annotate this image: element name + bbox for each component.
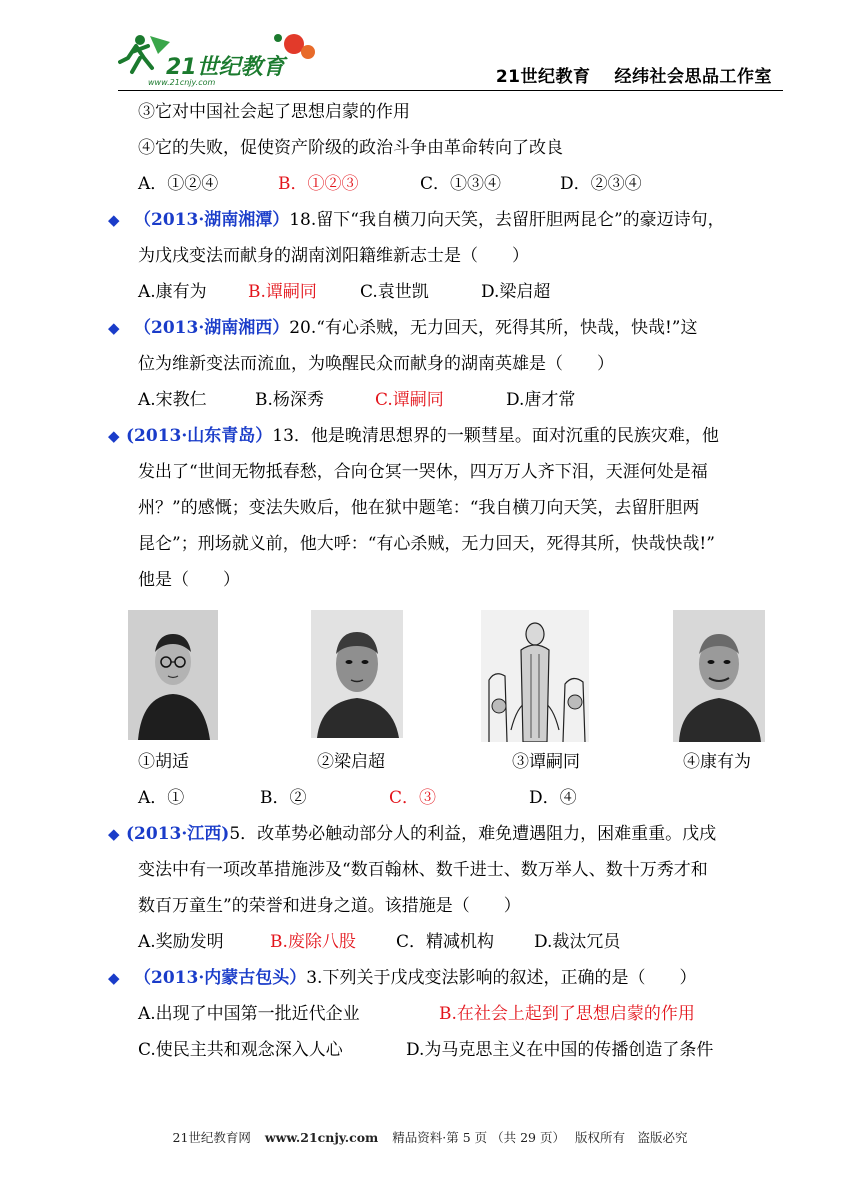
question-18-line2: 为戊戌变法而献身的湖南浏阳籍维新志士是（ ） [138, 246, 529, 266]
option-d: D.裁汰冗员 [534, 932, 621, 952]
diamond-bullet-icon: ◆ [108, 427, 120, 445]
option-d: D．②③④ [560, 174, 642, 194]
option-d: D.梁启超 [481, 282, 551, 302]
question-20-line2: 位为维新变法而流血，为唤醒民众而献身的湖南英雄是（ ） [138, 354, 614, 374]
option-a: A.康有为 [138, 282, 207, 302]
statement-3: ③它对中国社会起了思想启蒙的作用 [138, 102, 410, 122]
q3-options-row2 [108, 1032, 788, 1068]
question-5 [108, 816, 788, 852]
footer-site: www.21cnjy.com [264, 1130, 379, 1145]
logo-text: 21世纪教育 [166, 55, 285, 80]
caption-4: ④康有为 [683, 752, 751, 772]
option-a: A.奖励发明 [138, 932, 224, 952]
question-source: （2013·内蒙古包头） [134, 968, 307, 988]
q18-options [108, 274, 788, 310]
caption-2: ②梁启超 [317, 752, 385, 772]
header-divider [118, 90, 783, 91]
option-d: D.为马克思主义在中国的传播创造了条件 [406, 1040, 714, 1060]
caption-3: ③谭嗣同 [512, 752, 580, 772]
question-13-line5: 他是（ ） [138, 570, 240, 590]
diamond-bullet-icon: ◆ [108, 825, 120, 843]
option-a: A.出现了中国第一批近代企业 [138, 1004, 360, 1024]
q20-options [108, 382, 788, 418]
footer-left: 21世纪教育网 [172, 1130, 251, 1145]
question-13-line3: 州？”的感慨；变法失败后，他在狱中题笔：“我自横刀向天笑，去留肝胆两 [138, 498, 700, 518]
portrait-captions [108, 744, 788, 780]
footer-copyright: 版权所有 盗版必究 [574, 1130, 688, 1145]
question-20 [108, 310, 788, 346]
question-5-line2: 变法中有一项改革措施涉及“数百翰林、数千进士、数万举人、数十万秀才和 [138, 860, 708, 880]
question-source: (2013·山东青岛） [126, 426, 273, 446]
statement-4: ④它的失败，促使资产阶级的政治斗争由革命转向了改良 [138, 138, 563, 158]
option-a: A．①②④ [138, 174, 219, 194]
portrait-liang-qichao [311, 610, 403, 738]
option-c-answer: C．③ [389, 788, 437, 808]
caption-1: ①胡适 [138, 752, 189, 772]
option-b-answer: B．①②③ [278, 174, 359, 194]
question-source: （2013·湖南湘潭） [134, 210, 290, 230]
21cnjy-logo [118, 28, 318, 88]
diamond-bullet-icon: ◆ [108, 211, 120, 229]
header-left-title: 21世纪教育 [495, 67, 591, 87]
logo-url: www.21cnjy.com [148, 78, 216, 87]
option-c: C．精减机构 [396, 932, 495, 952]
header-right-title: 经纬社会思品工作室 [614, 67, 772, 87]
question-13-line4: 昆仑”；刑场就义前，他大呼：“有心杀贼，无力回天，死得其所，快哉快哉!” [138, 534, 715, 554]
q3-options-row1 [108, 996, 788, 1032]
question-13 [108, 418, 788, 454]
option-a: A.宋教仁 [138, 390, 207, 410]
option-b-answer: B.在社会上起到了思想启蒙的作用 [439, 1004, 695, 1024]
prev-options [108, 166, 788, 202]
page-header [118, 28, 780, 92]
option-b-answer: B.谭嗣同 [248, 282, 317, 302]
option-c: C.使民主共和观念深入人心 [138, 1040, 343, 1060]
option-d: D．④ [529, 788, 577, 808]
portrait-row [108, 604, 788, 744]
option-d: D.唐才常 [506, 390, 576, 410]
q5-options [108, 924, 788, 960]
diamond-bullet-icon: ◆ [108, 319, 120, 337]
question-5-line3: 数百万童生”的荣誉和进身之道。该措施是（ ） [138, 896, 521, 916]
header-title [496, 62, 772, 87]
q13-options [108, 780, 788, 816]
question-text: 3.下列关于戊戌变法影响的叙述，正确的是（ ） [306, 968, 697, 988]
portrait-tan-sitong [481, 610, 589, 742]
question-source: （2013·湖南湘西） [134, 318, 290, 338]
question-text: 18.留下“我自横刀向天笑，去留肝胆两昆仑”的豪迈诗句， [289, 210, 725, 230]
option-a: A．① [138, 788, 185, 808]
option-c: C．①③④ [420, 174, 502, 194]
question-text: 20.“有心杀贼，无力回天，死得其所，快哉，快哉!”这 [289, 318, 698, 338]
question-source: (2013·江西) [126, 824, 230, 844]
diamond-bullet-icon: ◆ [108, 969, 120, 987]
document-body [108, 94, 788, 1068]
question-3 [108, 960, 788, 996]
option-c-answer: C.谭嗣同 [375, 390, 444, 410]
portrait-hu-shi [128, 610, 218, 740]
footer-page-info: 精品资料·第 5 页 （共 29 页） [392, 1130, 565, 1145]
question-13-line2: 发出了“世间无物抵春愁，合向仓冥一哭休，四万万人齐下泪，天涯何处是福 [138, 462, 708, 482]
option-b: B．② [260, 788, 307, 808]
portrait-kang-youwei [673, 610, 765, 742]
question-18 [108, 202, 788, 238]
option-b: B.杨深秀 [255, 390, 324, 410]
question-text: 5．改革势必触动部分人的利益，难免遭遇阻力，困难重重。戊戌 [229, 824, 717, 844]
option-b-answer: B.废除八股 [270, 932, 356, 952]
option-c: C.袁世凯 [360, 282, 429, 302]
question-text: 13．他是晚清思想界的一颗彗星。面对沉重的民族灾难，他 [272, 426, 719, 446]
page-footer [0, 1128, 860, 1146]
